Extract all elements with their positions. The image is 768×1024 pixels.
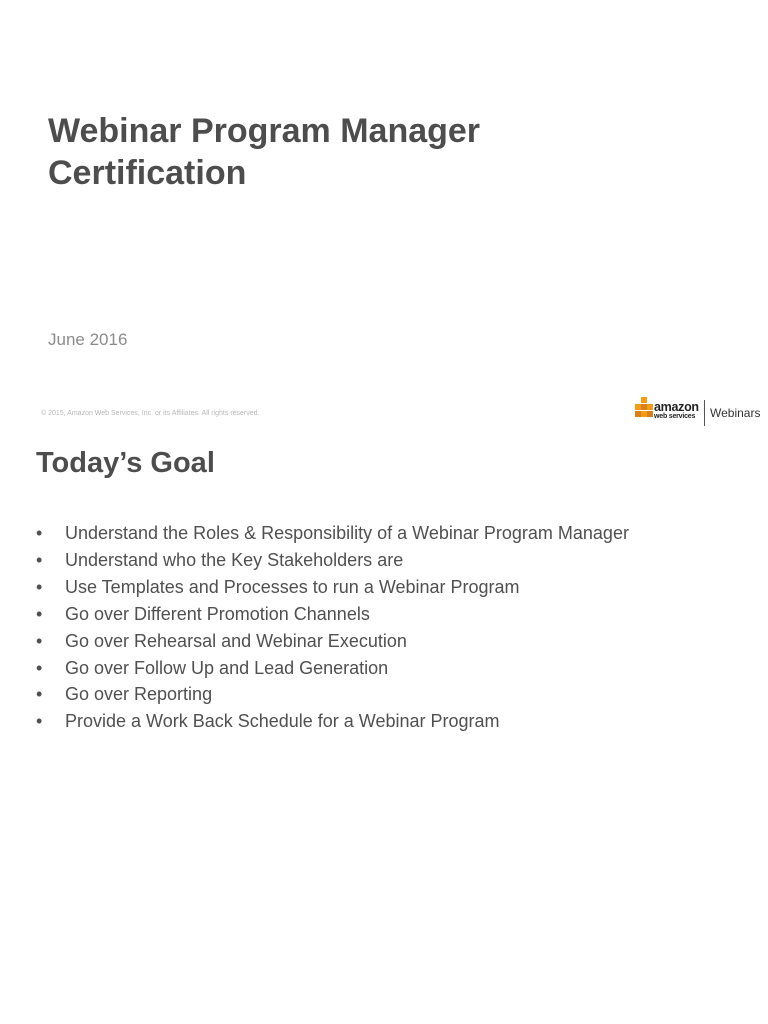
goal-item-text: Understand the Roles & Responsibility of a Webinar Program Manager [65,523,629,543]
goal-item-text: Go over Different Promotion Channels [65,603,370,624]
slide-title [48,110,608,194]
bullet: • [36,630,43,651]
goal-item-text: Go over Follow Up and Lead Generation [65,657,389,678]
aws-cubes-icon [634,396,654,422]
goal-item-4 [36,601,629,628]
goal-item-text: Use Templates and Processes to run a Webinar Program [65,576,520,597]
copyright-notice: © 2015, Amazon Web Services, Inc. or its Affiliates. All rights reserved. [41,410,260,417]
bullet: • [36,523,43,543]
bullet: • [36,603,43,624]
goal-list [36,520,629,735]
goal-heading: Today’s Goal [36,447,215,479]
goal-item-text: Provide a Work Back Schedule for a Webinar Program [65,711,500,732]
goal-item-text: Go over Reporting [65,684,213,705]
goal-item-6 [36,655,629,682]
bullet: • [36,549,43,570]
slide-title-line-2: Certification [48,154,247,192]
bullet: • [36,657,43,678]
slide-date: June 2016 [48,330,128,349]
goal-item-1 [36,520,629,547]
goal-item-2 [36,547,629,574]
goal-item-5 [36,628,629,655]
aws-webinars-logo [634,396,762,428]
goal-item-text: Go over Rehearsal and Webinar Execution [65,630,407,651]
bullet: • [36,684,43,705]
logo-sub-text: web services [654,413,696,420]
logo-brand-text: amazon [654,400,699,414]
bullet: • [36,576,43,597]
logo-divider [704,400,705,426]
logo-product-text: Webinars [710,406,761,420]
goal-item-8 [36,708,629,735]
goal-item-text: Understand who the Key Stakeholders are [65,549,404,570]
goal-item-3 [36,574,629,601]
bullet: • [36,711,43,732]
slide-title-line-1: Webinar Program Manager [48,112,481,150]
goal-item-7 [36,681,629,708]
